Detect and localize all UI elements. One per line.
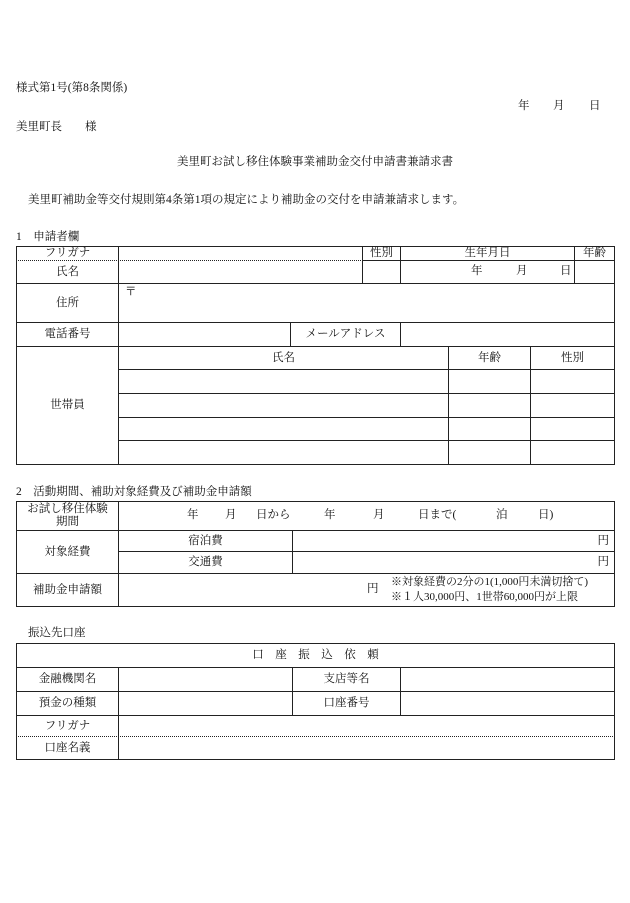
subsidy-amount-input-cell — [118, 573, 615, 607]
name-input-cell — [118, 260, 363, 284]
section-2-heading: 2 活動期間、補助対象経費及び補助金申請額 — [16, 486, 252, 498]
trial-period-label — [16, 501, 119, 531]
period-end-day: 日まで( — [418, 509, 457, 521]
period-end-year: 年 — [324, 509, 336, 521]
household-member-gender-cell — [530, 440, 615, 465]
birthdate-label: 生年月日 — [400, 246, 575, 261]
email-label: メールアドレス — [290, 322, 401, 347]
household-member-name-cell — [118, 417, 449, 441]
birthdate-year-label: 年 — [471, 265, 483, 277]
account-holder-input-cell — [118, 736, 615, 760]
household-gender-header: 性別 — [530, 346, 615, 370]
bank-transfer-table-title: 口 座 振 込 依 頼 — [16, 643, 615, 668]
account-number-input-cell — [400, 691, 615, 716]
gender-label: 性別 — [362, 246, 401, 261]
transport-cost-input-cell — [292, 551, 615, 574]
household-member-name-cell — [118, 369, 449, 394]
name-label: 氏名 — [16, 260, 119, 284]
bank-name-input-cell — [118, 667, 293, 692]
form-number: 様式第1号(第8条関係) — [16, 82, 128, 94]
form-title: 美里町お試し移住体験事業補助金交付申請書兼請求書 — [177, 156, 453, 168]
branch-name-label: 支店等名 — [292, 667, 401, 692]
section-1-heading: 1 申請者欄 — [16, 231, 80, 243]
account-number-label: 口座番号 — [292, 691, 401, 716]
bank-name-label: 金融機関名 — [16, 667, 119, 692]
birthdate-month-label: 月 — [516, 265, 528, 277]
lodging-cost-label: 宿泊費 — [118, 530, 293, 552]
email-input-cell — [400, 322, 615, 347]
subsidy-note-2: ※１人30,000円、1世帯60,000円が上限 — [391, 591, 578, 603]
household-age-header: 年齢 — [448, 346, 531, 370]
date-month-label: 月 — [553, 100, 565, 112]
phone-label: 電話番号 — [16, 322, 119, 347]
period-end-month: 月 — [373, 509, 385, 521]
trial-period-label-line-1: お試し移住体験 — [27, 503, 108, 515]
household-member-gender-cell — [530, 417, 615, 441]
date-year-label: 年 — [518, 100, 530, 112]
household-member-age-cell — [448, 369, 531, 394]
household-member-gender-cell — [530, 369, 615, 394]
household-member-name-cell — [118, 440, 449, 465]
phone-input-cell — [118, 322, 291, 347]
household-member-name-cell — [118, 393, 449, 418]
trial-period-input-cell — [118, 501, 615, 531]
birthdate-input-cell — [400, 260, 575, 284]
address-input-cell — [118, 283, 615, 323]
period-start-day: 日から — [256, 509, 291, 521]
address-label: 住所 — [16, 283, 119, 323]
account-furigana-input-cell — [118, 715, 615, 737]
period-nights: 泊 — [496, 509, 508, 521]
gender-input-cell — [362, 260, 401, 284]
birthdate-day-label: 日 — [560, 265, 572, 277]
subsidy-yen-unit: 円 — [367, 583, 379, 595]
trial-period-label-line-2: 期間 — [56, 516, 79, 528]
account-furigana-label: フリガナ — [16, 715, 119, 737]
period-days: 日) — [538, 509, 554, 521]
transport-cost-label: 交通費 — [118, 551, 293, 574]
eligible-expenses-label: 対象経費 — [16, 530, 119, 574]
branch-name-input-cell — [400, 667, 615, 692]
transport-yen-unit: 円 — [597, 556, 609, 568]
addressee: 美里町長 様 — [16, 121, 97, 133]
furigana-input-cell — [118, 246, 363, 261]
furigana-label: フリガナ — [16, 246, 119, 261]
subsidy-note-1: ※対象経費の2分の1(1,000円未満切捨て) — [391, 576, 589, 588]
postal-mark: 〒 — [125, 286, 137, 298]
household-member-age-cell — [448, 417, 531, 441]
lodging-yen-unit: 円 — [597, 534, 609, 547]
age-input-cell — [574, 260, 615, 284]
deposit-type-input-cell — [118, 691, 293, 716]
age-label: 年齢 — [574, 246, 615, 261]
lodging-cost-input-cell — [292, 530, 615, 552]
household-member-age-cell — [448, 440, 531, 465]
deposit-type-label: 預金の種類 — [16, 691, 119, 716]
household-label: 世帯員 — [16, 346, 119, 465]
subsidy-amount-label: 補助金申請額 — [16, 573, 119, 607]
household-member-age-cell — [448, 393, 531, 418]
household-name-header: 氏名 — [118, 346, 449, 370]
account-holder-label: 口座名義 — [16, 736, 119, 760]
period-start-month: 月 — [225, 509, 237, 521]
household-member-gender-cell — [530, 393, 615, 418]
section-3-heading: 振込先口座 — [28, 627, 86, 639]
period-start-year: 年 — [187, 509, 199, 521]
date-day-label: 日 — [589, 100, 601, 112]
intro-statement: 美里町補助金等交付規則第4条第1項の規定により補助金の交付を申請兼請求します。 — [28, 194, 465, 206]
